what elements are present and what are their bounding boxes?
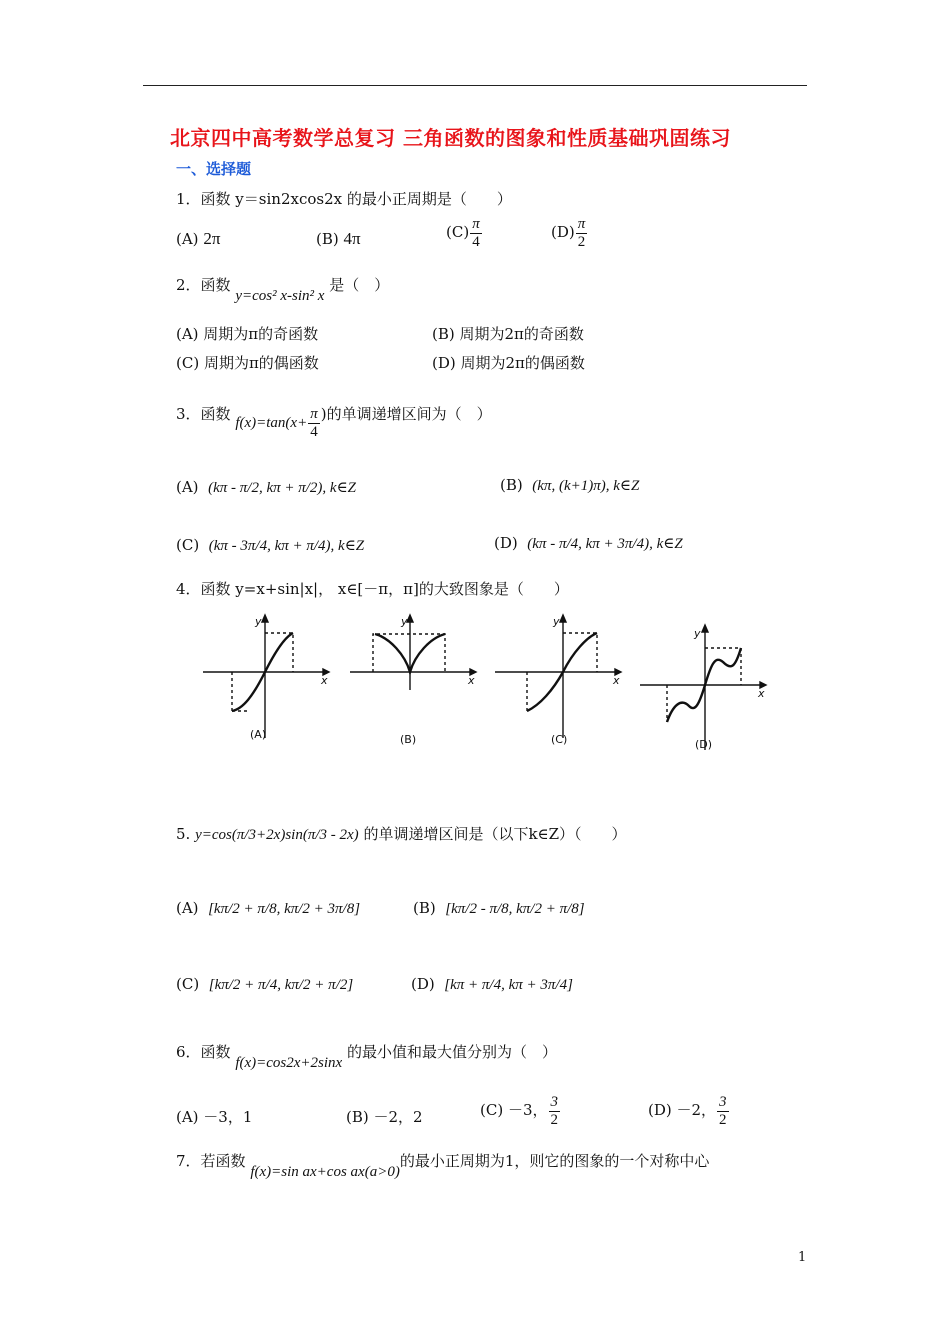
q4-graphs [195, 610, 785, 760]
q1-option-c: (C) $\frac{\pi}{4}$ [446, 216, 480, 250]
q1-option-d: (D) $\frac{\pi}{2}$ [551, 216, 586, 250]
q5-option-d: (D) [kπ + π/4, kπ + 3π/4] [411, 975, 573, 993]
svg-text:x: x [468, 674, 475, 687]
question-4-stem: 4．函数 y=x+sin|x|， x∈[－π，π]的大致图象是（ ） [176, 580, 569, 598]
graph-label-c: (C) [551, 733, 568, 746]
question-3-stem: 3．函数 f(x)=tan(x+ $\frac{\pi}{4}$ )的单调递增区间为（ ） [176, 405, 492, 440]
q3-option-b: (B) (kπ, (k+1)π), k∈Z [500, 476, 640, 494]
q3-option-d: (D) (kπ - π/4, kπ + 3π/4), k∈Z [494, 534, 683, 552]
q6-option-c: (C) －3， $\frac{3}{2}$ [480, 1094, 558, 1128]
svg-text:y: y [255, 615, 262, 628]
question-2-stem: 2．函数 y=cos² x-sin² x 是（ ） [176, 276, 390, 304]
question-7-stem: 7．若函数 f(x)=sin ax+cos ax(a>0)的最小正周期为1，则它的图象的一个对称中心 [176, 1152, 710, 1180]
svg-text:x: x [321, 674, 328, 687]
q1-option-a: (A) 2π [176, 229, 221, 248]
q1-option-b: (B) 4π [316, 229, 361, 248]
graph-c [495, 615, 621, 738]
question-6-stem: 6．函数 f(x)=cos2x+2sinx 的最小值和最大值分别为（ ） [176, 1043, 557, 1071]
graph-label-b: (B) [400, 733, 417, 746]
graph-b [350, 615, 476, 690]
q2-option-b: (B) 周期为2π的奇函数 [432, 325, 584, 343]
q2-option-d: (D) 周期为2π的偶函数 [432, 354, 585, 372]
header-rule [143, 85, 807, 86]
page-number: 1 [798, 1250, 807, 1265]
document-title: 北京四中高考数学总复习 三角函数的图象和性质基础巩固练习 [170, 126, 731, 150]
svg-text:y: y [401, 615, 408, 628]
svg-text:y: y [553, 615, 560, 628]
svg-text:x: x [758, 687, 765, 700]
q2-option-a: (A) 周期为π的奇函数 [176, 325, 319, 343]
q5-option-c: (C) [kπ/2 + π/4, kπ/2 + π/2] [176, 975, 354, 993]
section-heading: 一、选择题 [176, 160, 252, 178]
question-5-stem: 5. y=cos(π/3+2x)sin(π/3 - 2x) 的单调递增区间是（以下k∈Z）（ ） [176, 825, 627, 843]
q6-option-a: (A) －3，1 [176, 1108, 253, 1126]
q3-option-a: (A) (kπ - π/2, kπ + π/2), k∈Z [176, 478, 357, 496]
q3-option-c: (C) (kπ - 3π/4, kπ + π/4), k∈Z [176, 536, 365, 554]
q2-option-c: (C) 周期为π的偶函数 [176, 354, 319, 372]
graph-a [203, 615, 329, 738]
q5-option-a: (A) [kπ/2 + π/8, kπ/2 + 3π/8] [176, 899, 361, 917]
q6-option-d: (D) －2， $\frac{3}{2}$ [648, 1094, 727, 1128]
graph-label-d: (D) [695, 738, 713, 751]
q6-option-b: (B) －2，2 [346, 1108, 423, 1126]
svg-text:x: x [613, 674, 620, 687]
graph-label-a: (A) [250, 728, 267, 741]
question-1-stem: 1．函数 y＝sin2xcos2x 的最小正周期是（ ） [176, 190, 512, 208]
svg-text:y: y [694, 627, 701, 640]
graph-d [640, 625, 766, 750]
q5-option-b: (B) [kπ/2 - π/8, kπ/2 + π/8] [413, 899, 585, 917]
